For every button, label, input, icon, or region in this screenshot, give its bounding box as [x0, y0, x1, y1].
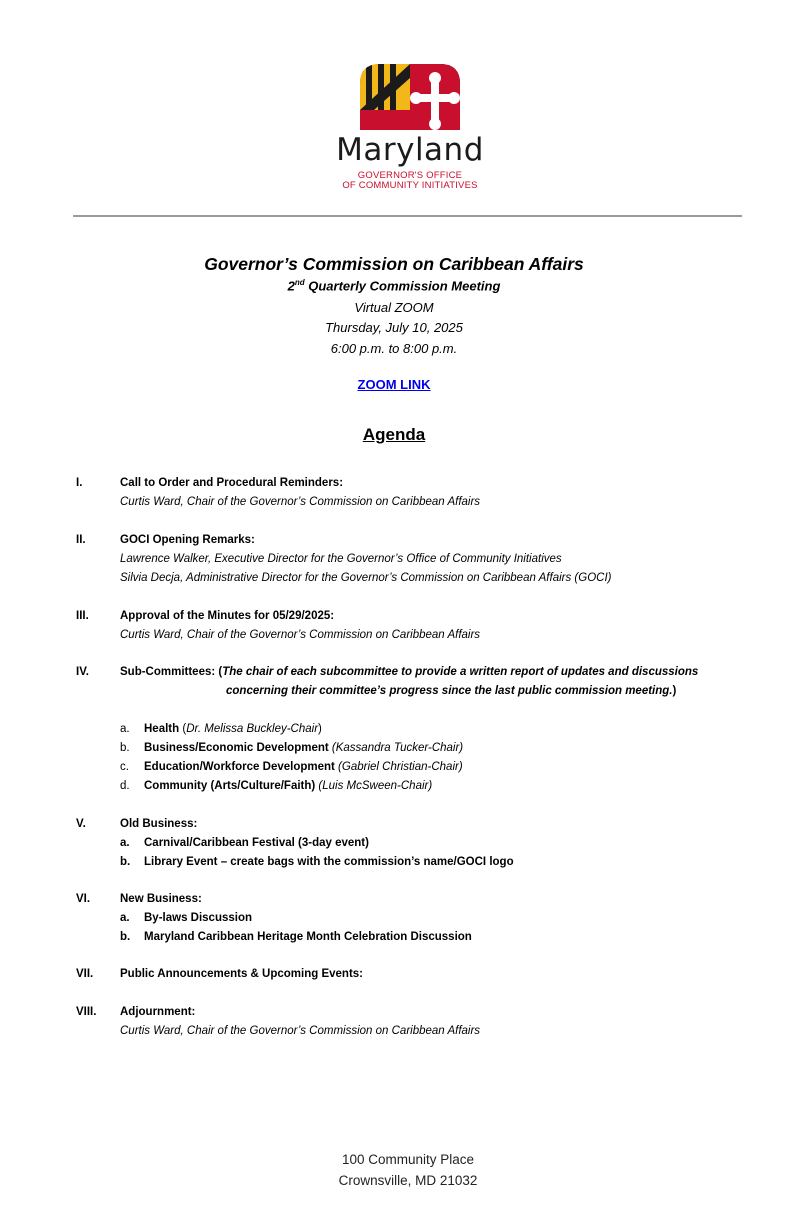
- zoom-link[interactable]: ZOOM LINK: [357, 377, 431, 392]
- item-detail: Curtis Ward, Chair of the Governor’s Commission on Caribbean Affairs: [120, 629, 481, 641]
- item-number: VI.: [76, 893, 91, 905]
- sub-item-letter: a.: [120, 837, 130, 849]
- item-detail: Lawrence Walker, Executive Director for the Governor’s Office of Community Initiatives: [120, 553, 562, 565]
- item-number: IV.: [76, 666, 90, 678]
- commission-title: Governor’s Commission on Caribbean Affairs: [204, 254, 584, 274]
- sub-item: Library Event – create bags with the commission’s name/GOCI logo: [144, 856, 514, 868]
- item-detail: Curtis Ward, Chair of the Governor’s Commission on Caribbean Affairs: [120, 1025, 481, 1037]
- item-title: Old Business:: [120, 818, 198, 830]
- sub-item-letter: b.: [120, 742, 130, 754]
- item-title: Public Announcements & Upcoming Events:: [120, 968, 364, 980]
- item-title: Call to Order and Procedural Reminders:: [120, 477, 344, 489]
- sub-item-letter: a.: [120, 723, 130, 735]
- item-number: III.: [76, 610, 89, 622]
- logo-wordmark: Maryland: [336, 132, 484, 168]
- item-number: VII.: [76, 968, 94, 980]
- item-detail: Silvia Decja, Administrative Director for the Governor’s Commission on Caribbean Affairs (GOCI): [120, 572, 612, 584]
- item-title: New Business:: [120, 893, 202, 905]
- logo-subtitle-line-1: GOVERNOR'S OFFICE: [357, 170, 463, 181]
- sub-item-letter: b.: [120, 856, 131, 868]
- sub-item: Health (Dr. Melissa Buckley-Chair): [144, 723, 322, 735]
- item-number: VIII.: [76, 1006, 97, 1018]
- footer-address-line-2: Crownsville, MD 21032: [338, 1173, 478, 1188]
- sub-item: Business/Economic Development (Kassandra Tucker-Chair): [144, 742, 464, 754]
- item-title: GOCI Opening Remarks:: [120, 534, 255, 546]
- sub-item: Carnival/Caribbean Festival (3-day event): [144, 837, 369, 849]
- item-number: V.: [76, 818, 86, 830]
- sub-item: Education/Workforce Development (Gabriel Christian-Chair): [144, 761, 463, 773]
- meeting-title: 2nd Quarterly Commission Meeting: [287, 278, 501, 294]
- header-divider: [73, 215, 742, 217]
- sub-item: Community (Arts/Culture/Faith) (Luis McSween-Chair): [144, 780, 433, 792]
- sub-item-letter: b.: [120, 931, 131, 943]
- meeting-location: Virtual ZOOM: [354, 300, 434, 315]
- sub-item-letter: d.: [120, 780, 130, 792]
- item-number: I.: [76, 477, 83, 489]
- item-title: Adjournment:: [120, 1006, 196, 1018]
- item-note: concerning their committee’s progress since the last public commission meeting.): [226, 685, 677, 697]
- logo-subtitle-line-2: OF COMMUNITY INITIATIVES: [342, 180, 478, 191]
- item-title: Approval of the Minutes for 05/29/2025:: [120, 610, 335, 622]
- item-detail: Curtis Ward, Chair of the Governor’s Commission on Caribbean Affairs: [120, 496, 481, 508]
- meeting-date: Thursday, July 10, 2025: [325, 320, 463, 335]
- footer-address-line-1: 100 Community Place: [341, 1152, 475, 1167]
- sub-item: Maryland Caribbean Heritage Month Celebration Discussion: [144, 931, 472, 943]
- sub-item-letter: a.: [120, 912, 130, 924]
- item-number: II.: [76, 534, 86, 546]
- meeting-time: 6:00 p.m. to 8:00 p.m.: [330, 341, 458, 356]
- sub-item: By-laws Discussion: [144, 912, 253, 924]
- item-title: Sub-Committees: (The chair of each subcommittee to provide a written report of updates and discussions: [120, 666, 699, 678]
- maryland-flag-icon: [360, 64, 460, 130]
- sub-item-letter: c.: [120, 761, 129, 773]
- agenda-title: Agenda: [362, 425, 426, 444]
